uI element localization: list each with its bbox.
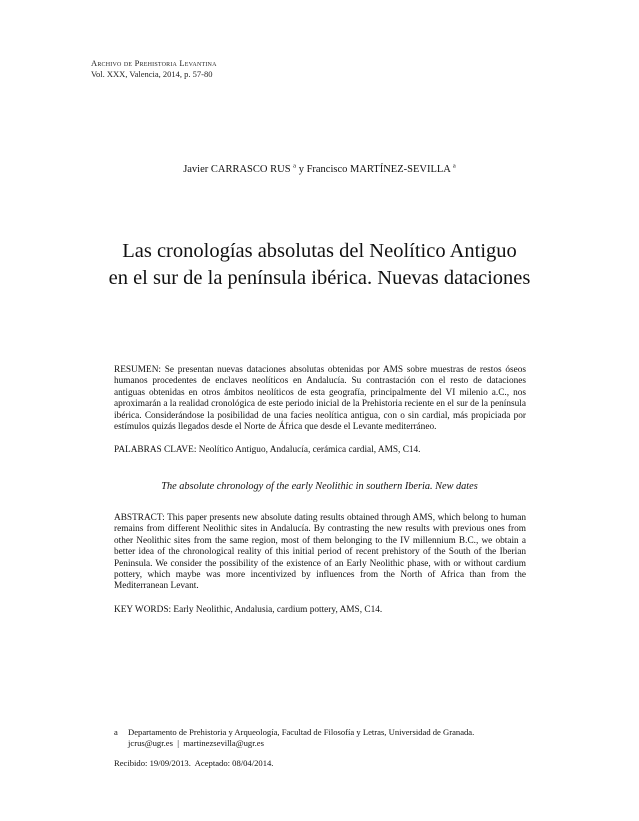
- journal-header: [91, 58, 217, 80]
- journal-name: Archivo de Prehistoria Levantina: [91, 58, 217, 68]
- authors-line: [0, 164, 639, 175]
- english-title: The absolute chronology of the early Neolithic in southern Iberia. New dates: [161, 481, 478, 492]
- page-title: [60, 238, 579, 292]
- authors-connector: y: [296, 164, 307, 175]
- author-1: Javier CARRASCO RUS: [183, 164, 291, 175]
- received-accepted-dates: Recibido: 19/09/2013. Aceptado: 08/04/2014.: [114, 758, 274, 768]
- resumen-paragraph: RESUMEN: Se presentan nuevas dataciones absolutas obtenidas por AMS sobre muestras de restos óseos humanos procedentes de enclaves neolíticos en Andalucía. Su contrastación con el resto de dataciones antiguas obtenidas en otros ámbitos neolíticos de esta geografía, principalmente del VI milenio a.C., nos aproximarán a la realidad cronológica de este periodo inicial de la Prehistoria reciente en el sur de la península ibérica. Considerándose la posibilidad de una facies neolítica antigua, con o sin cardial, más propiciada por estímulos quizás llegados desde el Norte de África que desde el Levante mediterráneo.: [114, 365, 526, 433]
- footnote-mark: a: [114, 727, 118, 737]
- author-2-affiliation: a: [452, 162, 456, 170]
- journal-volume: Vol. XXX, Valencia, 2014, p. 57-80: [91, 69, 213, 79]
- palabras-clave: PALABRAS CLAVE: Neolítico Antiguo, Andalucía, cerámica cardial, AMS, C14.: [114, 445, 421, 455]
- footnote-emails: jcrus@ugr.es | martinezsevilla@ugr.es: [128, 738, 264, 748]
- footnote: [114, 727, 474, 749]
- author-2: Francisco MARTÍNEZ-SEVILLA: [306, 164, 451, 175]
- title-line-2: en el sur de la península ibérica. Nuevas dataciones: [108, 267, 531, 289]
- title-line-1: Las cronologías absolutas del Neolítico Antiguo: [122, 240, 517, 262]
- author-1-affiliation: a: [293, 162, 297, 170]
- abstract-paragraph: ABSTRACT: This paper presents new absolute dating results obtained through AMS, which belong to human remains from different Neolithic sites in Andalucía. By contrasting the new results with previous ones from other Neolithic sites from the same region, most of them belonging to the IV millennium B.C., we obtain a better idea of the chronological reality of this initial period of recent prehistory of the South of the Iberian Peninsula. We consider the possibility of the existence of an Early Neolithic phase, with or without cardium pottery, which maybe was more incentivized by influences from the North of Africa than from the Mediterranean Levant.: [114, 513, 526, 592]
- key-words: KEY WORDS: Early Neolithic, Andalusia, cardium pottery, AMS, C14.: [114, 605, 383, 615]
- footnote-affiliation: Departamento de Prehistoria y Arqueología, Facultad de Filosofía y Letras, Universidad de Granada.: [128, 727, 475, 737]
